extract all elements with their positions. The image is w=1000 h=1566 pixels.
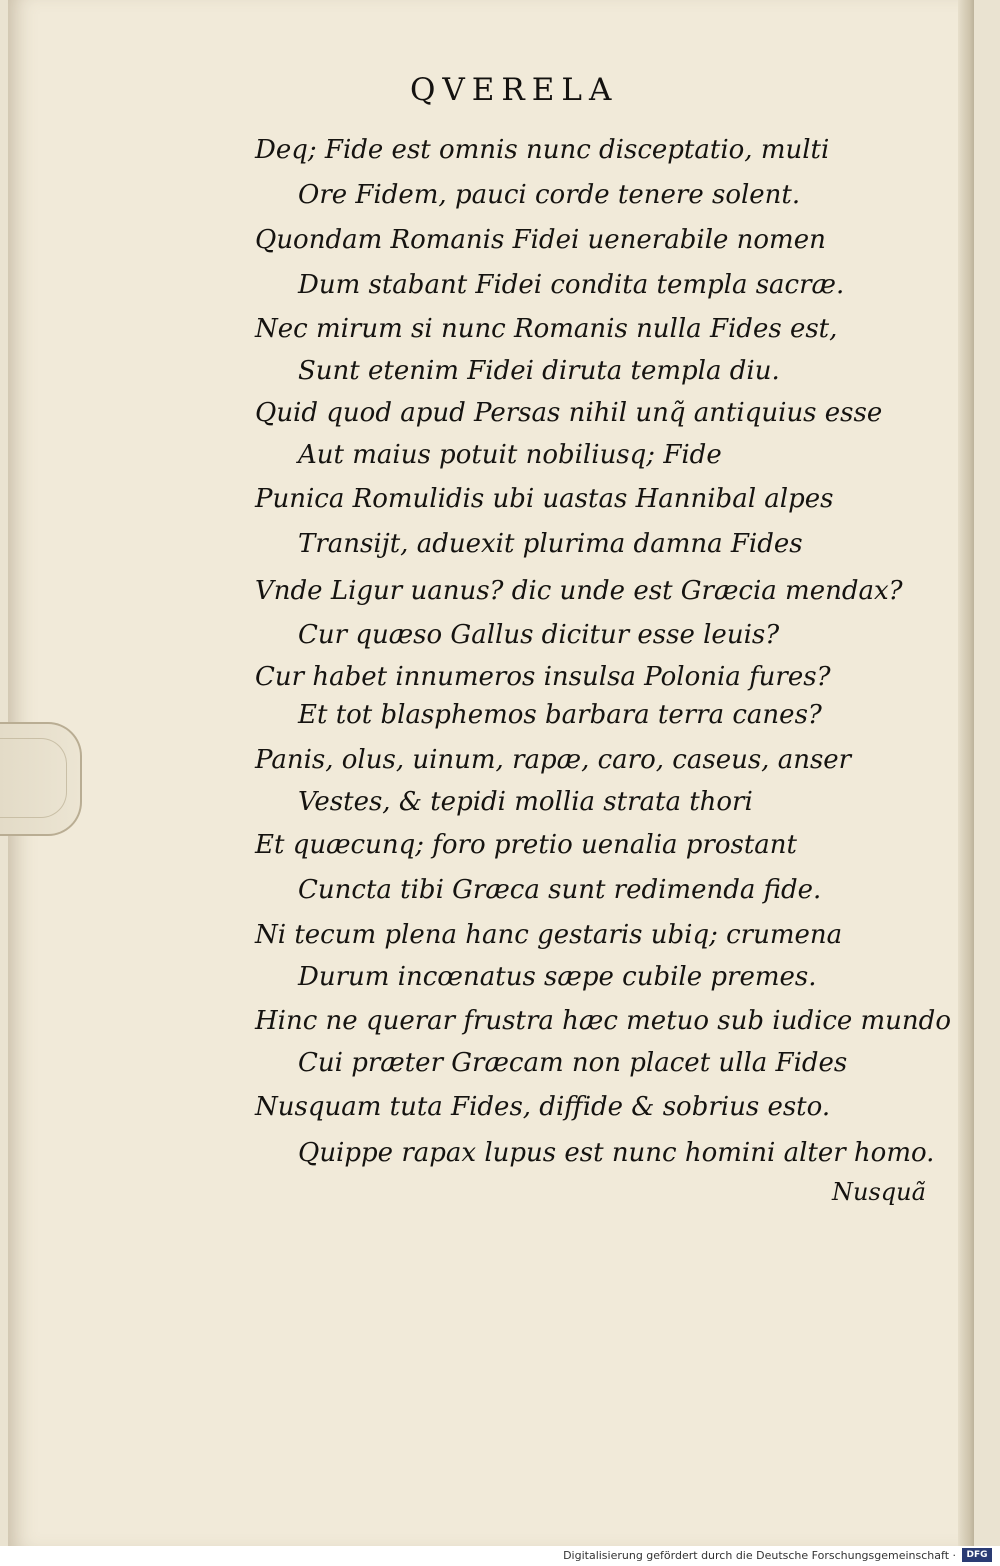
- verse-line: Sunt etenim Fidei diruta templa diu.: [298, 356, 780, 386]
- verse-line: Cur quæso Gallus dicitur esse leuis?: [298, 620, 780, 650]
- verse-line: Vestes, & tepidi mollia strata thori: [298, 787, 753, 817]
- verse-line: Hinc ne querar frustra hæc metuo sub iudice mundo: [255, 1006, 951, 1036]
- verse-line: Aut maius potuit nobiliusq; Fide: [298, 440, 722, 470]
- verse-line: Et quæcunq; foro pretio uenalia prostant: [255, 830, 797, 860]
- verse-line: Nusquam tuta Fides, diffide & sobrius esto.: [255, 1092, 831, 1122]
- running-header: QVERELA: [410, 72, 619, 108]
- verse-line: Deq; Fide est omnis nunc disceptatio, multi: [255, 135, 830, 165]
- page-edge: [958, 0, 974, 1546]
- dfg-logo-icon: DFG: [962, 1548, 992, 1562]
- verse-line: Punica Romulidis ubi uastas Hannibal alpes: [255, 484, 834, 514]
- footer-credit: Digitalisierung gefördert durch die Deutsche Forschungsgemeinschaft ·: [563, 1549, 956, 1562]
- verse-line: Nec mirum si nunc Romanis nulla Fides est,: [255, 314, 838, 344]
- verse-line: Quid quod apud Persas nihil unq̃ antiquius esse: [255, 398, 883, 428]
- verse-line: Dum stabant Fidei condita templa sacræ.: [298, 270, 845, 300]
- verse-line: Ni tecum plena hanc gestaris ubiq; crumena: [255, 920, 843, 950]
- verse-line: Cur habet innumeros insulsa Polonia fures?: [255, 662, 831, 692]
- catchword: Nusquã: [832, 1178, 926, 1206]
- verse-line: Panis, olus, uinum, rapæ, caro, caseus, anser: [255, 745, 852, 775]
- verse-line: Et tot blasphemos barbara terra canes?: [298, 700, 822, 730]
- book-clasp-inner: [0, 738, 67, 818]
- verse-line: Durum incœnatus sæpe cubile premes.: [298, 962, 817, 992]
- verse-line: Transijt, aduexit plurima damna Fides: [298, 529, 803, 559]
- verse-line: Quippe rapax lupus est nunc homini alter homo.: [298, 1138, 935, 1168]
- verse-line: Cuncta tibi Græca sunt redimenda fide.: [298, 875, 822, 905]
- verse-line: Quondam Romanis Fidei uenerabile nomen: [255, 225, 826, 255]
- verse-line: Ore Fidem, pauci corde tenere solent.: [298, 180, 801, 210]
- verse-line: Cui præter Græcam non placet ulla Fides: [298, 1048, 848, 1078]
- verse-line: Vnde Ligur uanus? dic unde est Græcia mendax?: [255, 576, 903, 606]
